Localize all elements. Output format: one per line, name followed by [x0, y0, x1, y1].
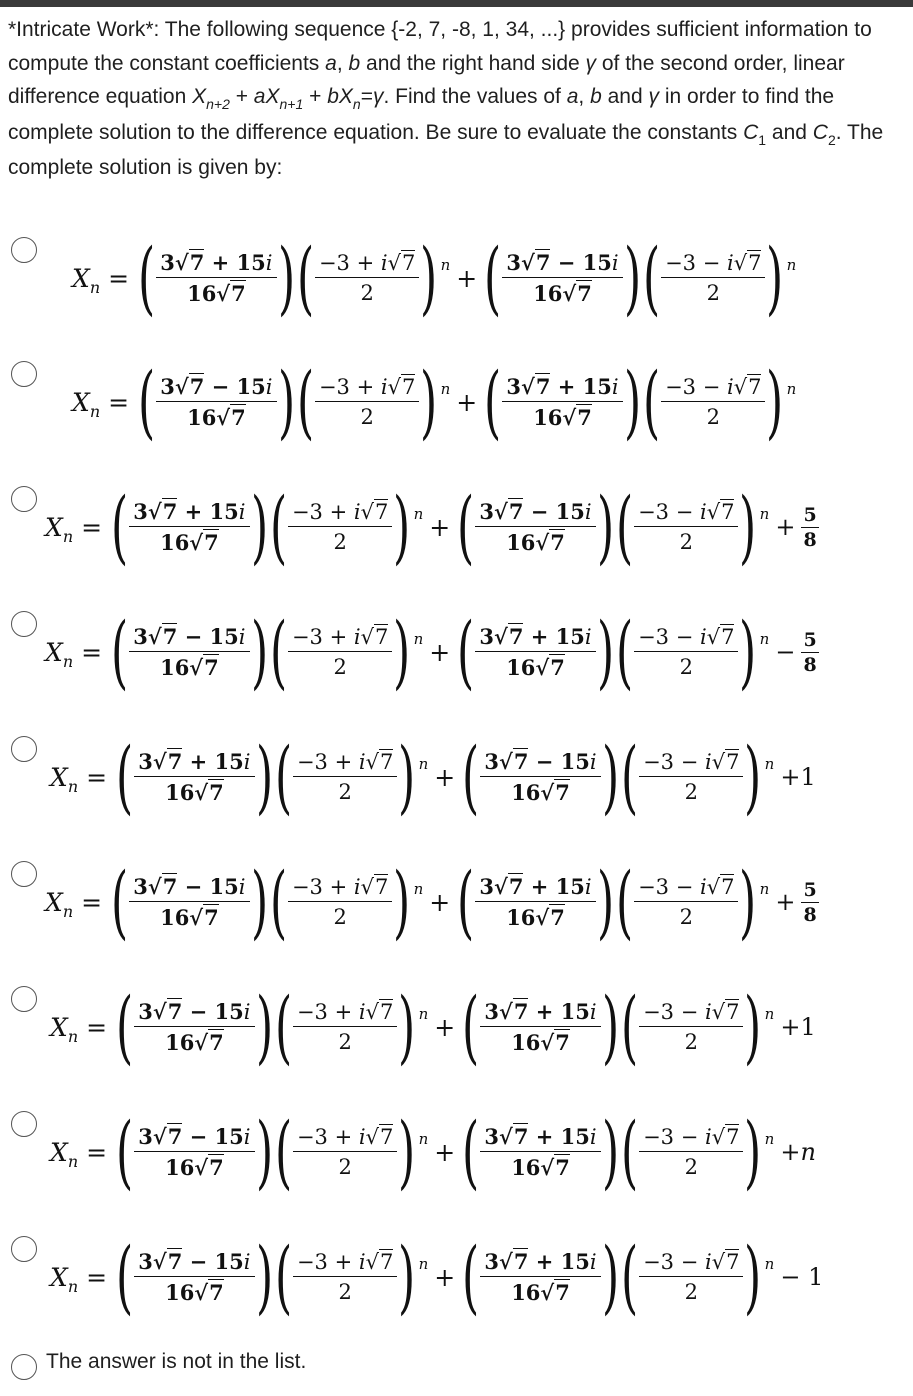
fraction-denominator: 16√7 [533, 281, 592, 306]
plus-sign: + [434, 1137, 456, 1167]
paren: ( [642, 231, 661, 324]
fraction-numerator: 3√7 + 15i [480, 999, 600, 1027]
paren: ) [601, 1230, 619, 1323]
fraction-denominator: 16√7 [160, 530, 219, 555]
option-label-not-in-list: The answer is not in the list. [46, 1350, 307, 1373]
fraction-denominator: 2 [684, 780, 698, 804]
plus-sign: + [429, 512, 451, 542]
fraction-denominator: 2 [684, 1030, 698, 1054]
fraction-numerator: 3√7 − 15i [475, 499, 595, 527]
fraction [661, 251, 765, 305]
fraction-numerator: −3 + i√7 [288, 500, 392, 527]
tail-sign: − [775, 638, 796, 666]
fraction [315, 251, 419, 305]
paren: ( [462, 980, 480, 1073]
answer-option [0, 600, 913, 710]
paren: ( [615, 605, 634, 698]
paren: ) [744, 980, 762, 1073]
lhs: $X_n$ = [50, 762, 108, 796]
paren: ( [269, 855, 287, 948]
paren: ) [398, 1105, 416, 1198]
fraction-denominator: 16√7 [165, 1280, 224, 1305]
fraction-numerator: 3√7 + 15i [480, 1249, 600, 1277]
paren: ) [420, 355, 438, 448]
fraction-denominator: 16√7 [165, 780, 224, 805]
fraction [475, 499, 595, 555]
solution-formula [72, 350, 796, 454]
exponent: n [418, 755, 429, 773]
fraction [480, 1249, 600, 1305]
fraction-denominator: 2 [338, 780, 352, 804]
paren: ) [250, 855, 268, 948]
exponent: n [786, 256, 797, 274]
paren: ) [398, 730, 416, 823]
paren: ) [601, 980, 619, 1073]
fraction-denominator: 16√7 [511, 780, 570, 805]
fraction [480, 1124, 600, 1180]
fraction-numerator: −3 + i√7 [315, 375, 419, 402]
fraction-denominator: 2 [338, 1155, 352, 1179]
fraction-denominator: 2 [679, 655, 693, 679]
fraction [634, 875, 738, 929]
particular-term [775, 504, 818, 551]
fraction [129, 624, 249, 680]
fraction-denominator: 16√7 [187, 405, 246, 430]
fraction-denominator: 2 [338, 1280, 352, 1304]
plus-sign: + [429, 637, 451, 667]
lhs: $X_n$ = [45, 887, 103, 921]
fraction-denominator: 16√7 [160, 905, 219, 930]
fraction-numerator: 3√7 + 15i [475, 874, 595, 902]
paren: ) [398, 1230, 416, 1323]
paren: ( [484, 355, 502, 448]
paren: ) [596, 855, 614, 948]
fraction-numerator: 3√7 − 15i [134, 999, 254, 1027]
fraction-denominator: 2 [333, 905, 347, 929]
fraction [639, 1000, 743, 1054]
solution-formula [50, 1100, 816, 1204]
answer-option [0, 226, 913, 336]
paren: ( [138, 355, 156, 448]
plus-sign: + [456, 263, 478, 293]
particular-term: − 1 [780, 1263, 824, 1291]
tail-fraction: $\frac{5}{8}$ [803, 628, 817, 676]
paren: ) [744, 730, 762, 823]
paren: ) [255, 980, 273, 1073]
paren: ) [739, 605, 757, 698]
plus-sign: + [429, 887, 451, 917]
paren: ( [615, 480, 634, 573]
exponent: n [759, 880, 770, 898]
paren: ( [274, 1230, 292, 1323]
paren: ( [296, 231, 314, 324]
paren: ( [457, 480, 475, 573]
paren: ( [620, 730, 639, 823]
fraction-numerator: 3√7 + 15i [475, 624, 595, 652]
paren: ) [255, 1230, 273, 1323]
fraction-denominator: 2 [679, 530, 693, 554]
paren: ( [111, 605, 129, 698]
lhs: $X_n$ = [50, 1262, 108, 1296]
fraction [156, 250, 276, 306]
answer-option [0, 475, 913, 585]
fraction-numerator: 3√7 − 15i [134, 1124, 254, 1152]
fraction-denominator: 16√7 [160, 655, 219, 680]
fraction [634, 500, 738, 554]
paren: ( [615, 855, 634, 948]
solution-formula [50, 1225, 823, 1329]
fraction-numerator: −3 − i√7 [634, 625, 738, 652]
fraction-numerator: −3 − i√7 [661, 375, 765, 402]
exponent: n [759, 630, 770, 648]
exponent: n [764, 755, 775, 773]
paren: ) [766, 355, 784, 448]
paren: ) [623, 355, 641, 448]
paren: ( [274, 730, 292, 823]
paren: ( [116, 1230, 134, 1323]
fraction [156, 374, 276, 430]
lhs: $X_n$ = [45, 512, 103, 546]
paren: ) [744, 1105, 762, 1198]
fraction [129, 874, 249, 930]
fraction [502, 374, 622, 430]
exponent: n [413, 630, 424, 648]
fraction [661, 375, 765, 429]
fraction [639, 1125, 743, 1179]
solution-formula [50, 975, 816, 1079]
fraction-numerator: 3√7 + 15i [502, 374, 622, 402]
fraction [475, 874, 595, 930]
fraction [475, 624, 595, 680]
radio-option-3[interactable] [11, 486, 37, 512]
paren: ( [116, 1105, 134, 1198]
fraction-numerator: 3√7 + 15i [480, 1124, 600, 1152]
paren: ) [596, 605, 614, 698]
fraction [288, 625, 392, 679]
fraction [134, 1124, 254, 1180]
lhs: $X_n$ = [50, 1137, 108, 1171]
tail-sign: + [775, 513, 796, 541]
paren: ( [462, 1230, 480, 1323]
fraction-numerator: −3 + i√7 [288, 625, 392, 652]
fraction-numerator: −3 − i√7 [639, 1000, 743, 1027]
fraction [480, 749, 600, 805]
lhs: $X_n$ = [45, 637, 103, 671]
solution-formula [45, 475, 819, 579]
paren: ) [393, 855, 411, 948]
paren: ) [250, 480, 268, 573]
radio-option-5[interactable] [11, 736, 37, 762]
fraction-denominator: 2 [360, 281, 374, 305]
paren: ( [620, 1230, 639, 1323]
paren: ) [393, 605, 411, 698]
fraction-numerator: 3√7 + 15i [129, 499, 249, 527]
fraction [288, 875, 392, 929]
exponent: n [418, 1005, 429, 1023]
paren: ( [484, 231, 502, 324]
solution-formula [45, 600, 819, 704]
fraction-denominator: 2 [360, 405, 374, 429]
fraction-denominator: 2 [684, 1155, 698, 1179]
paren: ( [274, 1105, 292, 1198]
plus-sign: + [434, 1012, 456, 1042]
answer-option [0, 1100, 913, 1210]
fraction-numerator: −3 − i√7 [661, 251, 765, 278]
fraction [129, 499, 249, 555]
fraction [634, 625, 738, 679]
radio-option-2[interactable] [11, 361, 37, 387]
paren: ) [420, 231, 438, 324]
particular-term: +1 [780, 1013, 816, 1041]
exponent: n [413, 505, 424, 523]
fraction-numerator: −3 − i√7 [639, 750, 743, 777]
paren: ( [111, 480, 129, 573]
fraction-denominator: 16√7 [533, 405, 592, 430]
fraction [639, 750, 743, 804]
paren: ( [116, 980, 134, 1073]
fraction-denominator: 2 [706, 281, 720, 305]
fraction-numerator: −3 − i√7 [639, 1125, 743, 1152]
fraction-denominator: 16√7 [511, 1280, 570, 1305]
fraction [315, 375, 419, 429]
paren: ) [393, 480, 411, 573]
paren: ) [398, 980, 416, 1073]
exponent: n [440, 380, 451, 398]
exponent: n [759, 505, 770, 523]
solution-formula [45, 850, 819, 954]
fraction-denominator: 16√7 [165, 1030, 224, 1055]
exponent: n [764, 1130, 775, 1148]
radio-option-8[interactable] [11, 1111, 37, 1137]
fraction-numerator: 3√7 − 15i [156, 374, 276, 402]
fraction-numerator: −3 + i√7 [315, 251, 419, 278]
paren: ) [601, 730, 619, 823]
fraction [293, 1250, 397, 1304]
paren: ( [296, 355, 314, 448]
tail-fraction: $\frac{5}{8}$ [803, 503, 817, 551]
tail-sign: + [775, 888, 796, 916]
fraction-denominator: 2 [333, 530, 347, 554]
plus-sign: + [434, 762, 456, 792]
fraction [502, 250, 622, 306]
particular-term: + n [780, 1138, 816, 1166]
paren: ( [642, 355, 661, 448]
paren: ( [457, 605, 475, 698]
lhs: $X_n$ = [50, 1012, 108, 1046]
lhs: $X_n$ = [72, 263, 130, 297]
fraction-denominator: 2 [333, 655, 347, 679]
fraction-denominator: 2 [684, 1280, 698, 1304]
paren: ) [255, 1105, 273, 1198]
fraction-numerator: 3√7 − 15i [134, 1249, 254, 1277]
fraction-numerator: −3 − i√7 [634, 875, 738, 902]
paren: ) [601, 1105, 619, 1198]
fraction [480, 999, 600, 1055]
fraction-numerator: −3 + i√7 [293, 1000, 397, 1027]
fraction-numerator: −3 − i√7 [639, 1250, 743, 1277]
solution-formula [50, 725, 816, 829]
fraction-numerator: 3√7 − 15i [502, 250, 622, 278]
fraction-numerator: −3 − i√7 [634, 500, 738, 527]
paren: ( [620, 1105, 639, 1198]
exponent: n [440, 256, 451, 274]
paren: ) [623, 231, 641, 324]
paren: ) [739, 480, 757, 573]
answer-option [0, 350, 913, 460]
radio-option-1[interactable] [11, 237, 37, 263]
paren: ( [269, 480, 287, 573]
plus-sign: + [434, 1262, 456, 1292]
exponent: n [413, 880, 424, 898]
paren: ) [250, 605, 268, 698]
solution-formula [72, 226, 796, 330]
exponent: n [418, 1255, 429, 1273]
fraction-denominator: 16√7 [187, 281, 246, 306]
fraction [293, 750, 397, 804]
paren: ( [111, 855, 129, 948]
fraction-denominator: 16√7 [506, 530, 565, 555]
paren: ( [462, 1105, 480, 1198]
answer-option [0, 975, 913, 1085]
answer-option [0, 850, 913, 960]
paren: ( [620, 980, 639, 1073]
plus-sign: + [456, 387, 478, 417]
fraction [293, 1125, 397, 1179]
fraction-denominator: 16√7 [511, 1155, 570, 1180]
exponent: n [764, 1005, 775, 1023]
particular-term: +1 [780, 763, 816, 791]
radio-option-7[interactable] [11, 986, 37, 1012]
paren: ( [462, 730, 480, 823]
fraction-numerator: −3 + i√7 [293, 750, 397, 777]
fraction-numerator: −3 + i√7 [293, 1125, 397, 1152]
radio-option-6[interactable] [11, 861, 37, 887]
paren: ( [274, 980, 292, 1073]
paren: ( [269, 605, 287, 698]
exponent: n [418, 1130, 429, 1148]
tail-fraction: $\frac{5}{8}$ [803, 878, 817, 926]
paren: ( [138, 231, 156, 324]
paren: ) [277, 231, 295, 324]
fraction-denominator: 16√7 [506, 655, 565, 680]
paren: ) [739, 855, 757, 948]
radio-option-4[interactable] [11, 611, 37, 637]
paren: ) [766, 231, 784, 324]
particular-term [775, 879, 818, 926]
fraction-numerator: 3√7 + 15i [134, 749, 254, 777]
answer-option [0, 725, 913, 835]
fraction-numerator: 3√7 − 15i [480, 749, 600, 777]
fraction [639, 1250, 743, 1304]
fraction-denominator: 16√7 [165, 1155, 224, 1180]
fraction-denominator: 2 [679, 905, 693, 929]
paren: ( [457, 855, 475, 948]
fraction-numerator: 3√7 − 15i [129, 874, 249, 902]
fraction-numerator: −3 + i√7 [293, 1250, 397, 1277]
fraction-denominator: 16√7 [511, 1030, 570, 1055]
lhs: $X_n$ = [72, 387, 130, 421]
fraction [134, 1249, 254, 1305]
exponent: n [786, 380, 797, 398]
fraction [288, 500, 392, 554]
fraction-denominator: 2 [706, 405, 720, 429]
top-bar [0, 0, 913, 7]
paren: ) [744, 1230, 762, 1323]
fraction [134, 999, 254, 1055]
radio-not-in-list[interactable] [11, 1354, 37, 1380]
fraction-numerator: −3 + i√7 [288, 875, 392, 902]
paren: ) [596, 480, 614, 573]
radio-option-9[interactable] [11, 1236, 37, 1262]
fraction-denominator: 16√7 [506, 905, 565, 930]
paren: ) [277, 355, 295, 448]
fraction [134, 749, 254, 805]
question-text: *Intricate Work*: The following sequence {-2, 7, -8, 1, 34, ...} provides sufficient information to compute the constant coefficients a, b and the right hand side γ of the second order, linear difference equation $X_{n+2} + aX_{n+1} + bX_n=\gamma$. Find the values of a, b and γ in order to find the complete solution to the difference equation. Be sure to evaluate the constants $C_1$ and $C_2$. The complete solution is given by: [8, 18, 884, 179]
fraction-numerator: 3√7 + 15i [156, 250, 276, 278]
fraction-numerator: 3√7 − 15i [129, 624, 249, 652]
fraction-denominator: 2 [338, 1030, 352, 1054]
paren: ( [116, 730, 134, 823]
exponent: n [764, 1255, 775, 1273]
fraction [293, 1000, 397, 1054]
particular-term [775, 629, 818, 676]
answer-option [0, 1225, 913, 1335]
paren: ) [255, 730, 273, 823]
